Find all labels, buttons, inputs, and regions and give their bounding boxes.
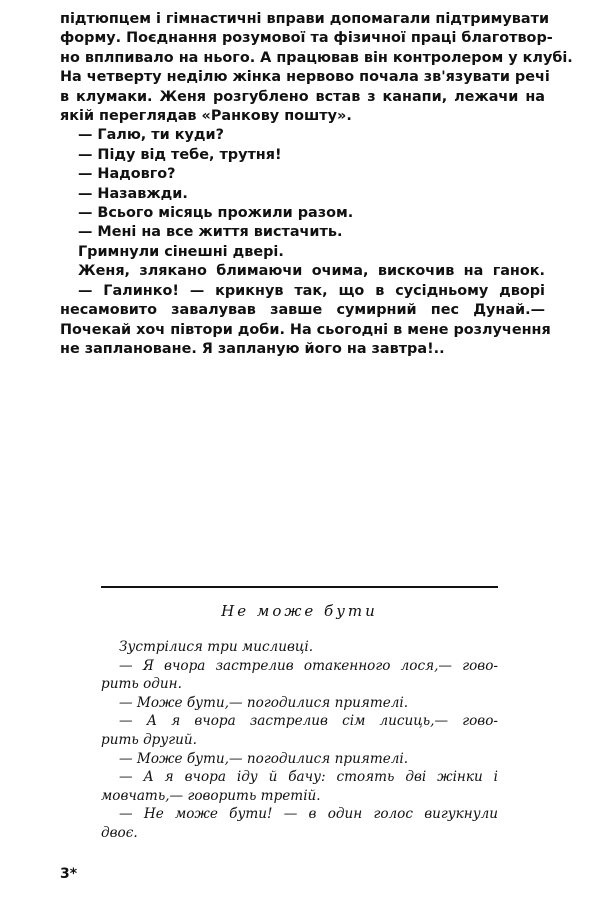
dialogue-line: — Надовго? — [78, 166, 176, 183]
story-title: Не може бути — [221, 602, 378, 620]
text-line: На четверту неділю жінка нервово почала зв'язувати речі — [60, 69, 550, 86]
main-text-block — [60, 10, 573, 359]
text-line: не заплановане. Я запланую його на завтра!.. — [60, 340, 445, 357]
dialogue-line: — Мені на все життя вистачить. — [78, 224, 343, 241]
story-line: — Я вчора застрелив отакенного лося,— гово- — [119, 657, 498, 674]
story-line: — А я вчора застрелив сім лисиць,— гово- — [119, 713, 498, 730]
dialogue-line: — Назавжди. — [78, 185, 188, 202]
text-line: Почекай хоч півтори доби. На сьогодні в мене розлучення — [60, 321, 551, 338]
dialogue-line: — Всього місяць прожили разом. — [78, 205, 354, 222]
text-line: но вплпивало на нього. А працював він контролером у клубі. — [60, 49, 573, 66]
text-line: форму. Поєднання розумової та фізичної праці благотвор- — [60, 30, 553, 47]
story-line: — А я вчора іду й бачу: стоять дві жінки і — [119, 769, 498, 786]
dialogue-line: — Піду від тебе, трутня! — [78, 146, 282, 163]
text-line: в клумаки. Женя розгублено встав з канапи, лежачи на — [60, 88, 545, 105]
story-text-block — [101, 638, 498, 843]
story-line: рить один. — [101, 676, 182, 693]
story-line: — Може бути,— погодилися приятелі. — [119, 750, 409, 767]
story-line: рить другий. — [101, 731, 197, 748]
text-line: підтюпцем і гімнастичні вправи допомагали підтримувати — [60, 11, 550, 27]
story-line: двоє. — [101, 824, 138, 841]
text-line: якій переглядав «Ранкову пошту». — [60, 108, 352, 125]
story-line: — Не може бути! — в один голос вигукнули — [119, 806, 498, 823]
text-line: Женя, злякано блимаючи очима, вискочив на ганок. — [78, 263, 545, 280]
story-line: Зустрілися три мисливці. — [119, 639, 314, 655]
story-line: мовчать,— говорить третій. — [101, 787, 321, 804]
story-line: — Може бути,— погодилися приятелі. — [119, 694, 409, 711]
section-divider — [101, 586, 498, 588]
page-number: 3* — [60, 866, 78, 882]
dialogue-line: — Галинко! — крикнув так, що в сусідньому дворі — [78, 282, 545, 299]
text-line: Гримнули сінешні двері. — [78, 243, 284, 260]
text-line: несамовито завалував завше сумирний пес Дунай.— — [60, 302, 545, 319]
dialogue-line: — Галю, ти куди? — [78, 127, 224, 144]
